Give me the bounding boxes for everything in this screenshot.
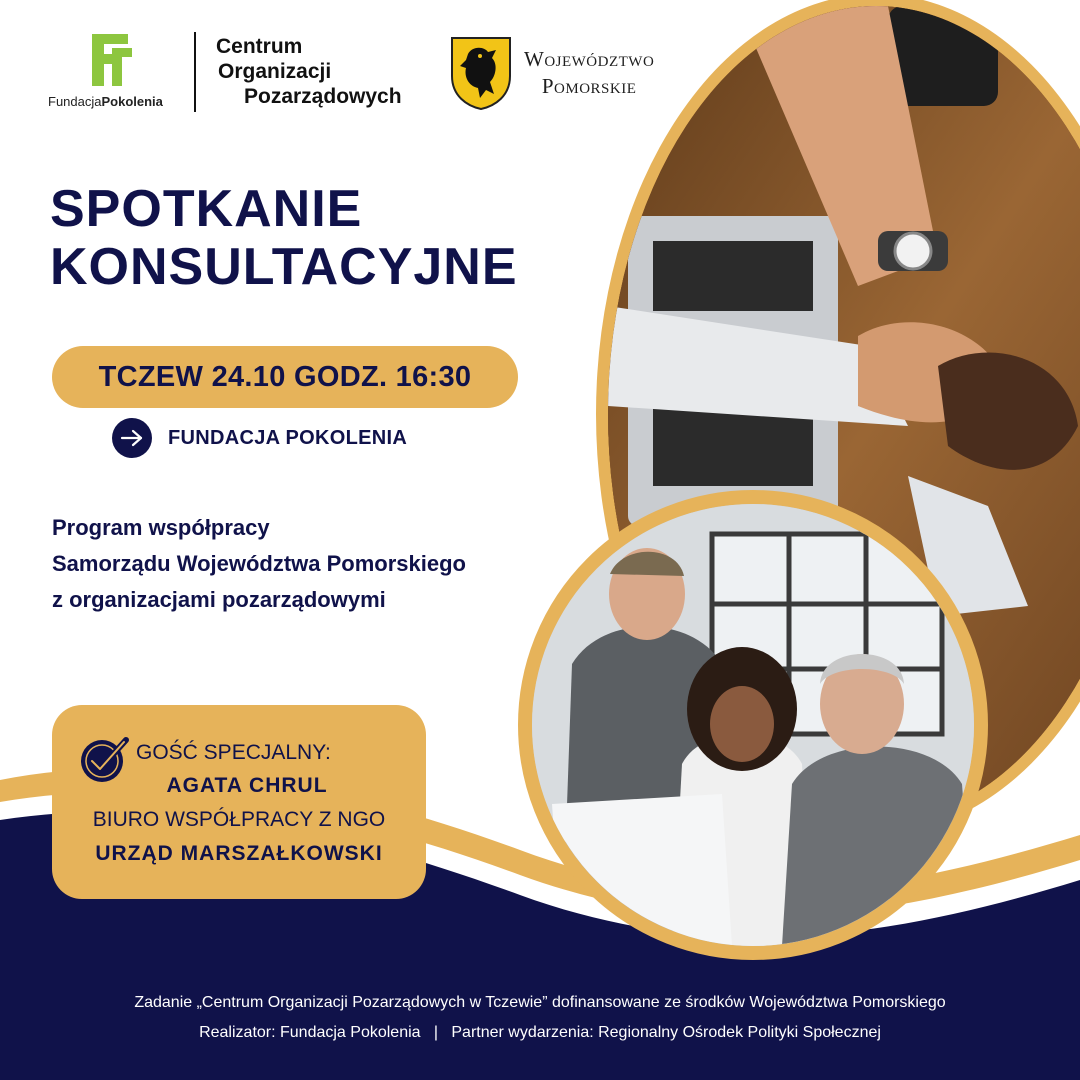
- arrow-right-icon: [112, 418, 152, 458]
- guest-heading: GOŚĆ SPECJALNY:: [136, 741, 331, 764]
- logo-divider: [194, 32, 196, 112]
- guest-unit: BIURO WSPÓŁPRACY Z NGO: [92, 808, 386, 831]
- organizer-label: FUNDACJA POKOLENIA: [168, 426, 408, 449]
- program-line1: Program współpracy: [52, 515, 270, 540]
- footer-funding-note: Zadanie „Centrum Organizacji Pozarządowych w Tczewie” dofinansowane ze środków Województwa Pomorskiego: [134, 994, 946, 1011]
- centrum-logo-line1: Centrum: [216, 35, 303, 58]
- guest-name: AGATA CHRUL: [166, 774, 328, 797]
- footer-partners: Realizator: Fundacja Pokolenia | Partner wydarzenia: Regionalny Ośrodek Polityki Społecznej: [199, 1024, 881, 1041]
- ff-monogram-logo-icon: [92, 34, 132, 86]
- centrum-logo-line2: Organizacji: [218, 60, 332, 83]
- centrum-organizacji-logo: [216, 34, 402, 109]
- program-line3: z organizacjami pozarządowymi: [52, 587, 386, 612]
- program-description: [52, 510, 592, 618]
- page-title: [50, 180, 590, 296]
- special-guest-card: [52, 705, 426, 899]
- pomeranian-griffin-crest-icon: [450, 36, 512, 110]
- program-line2: Samorządu Województwa Pomorskiego: [52, 551, 466, 576]
- centrum-logo-line3: Pozarządowych: [244, 85, 402, 108]
- title-line2: KONSULTACYJNE: [50, 238, 518, 296]
- guest-institution: URZĄD MARSZAŁKOWSKI: [95, 842, 383, 865]
- wojewodztwo-line1: Województwo: [524, 47, 655, 71]
- wojewodztwo-line2: Pomorskie: [541, 74, 637, 98]
- footer: [0, 988, 1080, 1048]
- event-date-badge: TCZEW 24.10 GODZ. 16:30: [52, 346, 518, 408]
- fundacja-pokolenia-wordmark: FundacjaPokolenia: [48, 94, 163, 109]
- wojewodztwo-pomorskie-logo: [524, 46, 654, 100]
- title-line1: SPOTKANIE: [50, 180, 363, 238]
- organizer-link[interactable]: [112, 418, 407, 458]
- fundacja-pokolenia-logo: [48, 34, 178, 114]
